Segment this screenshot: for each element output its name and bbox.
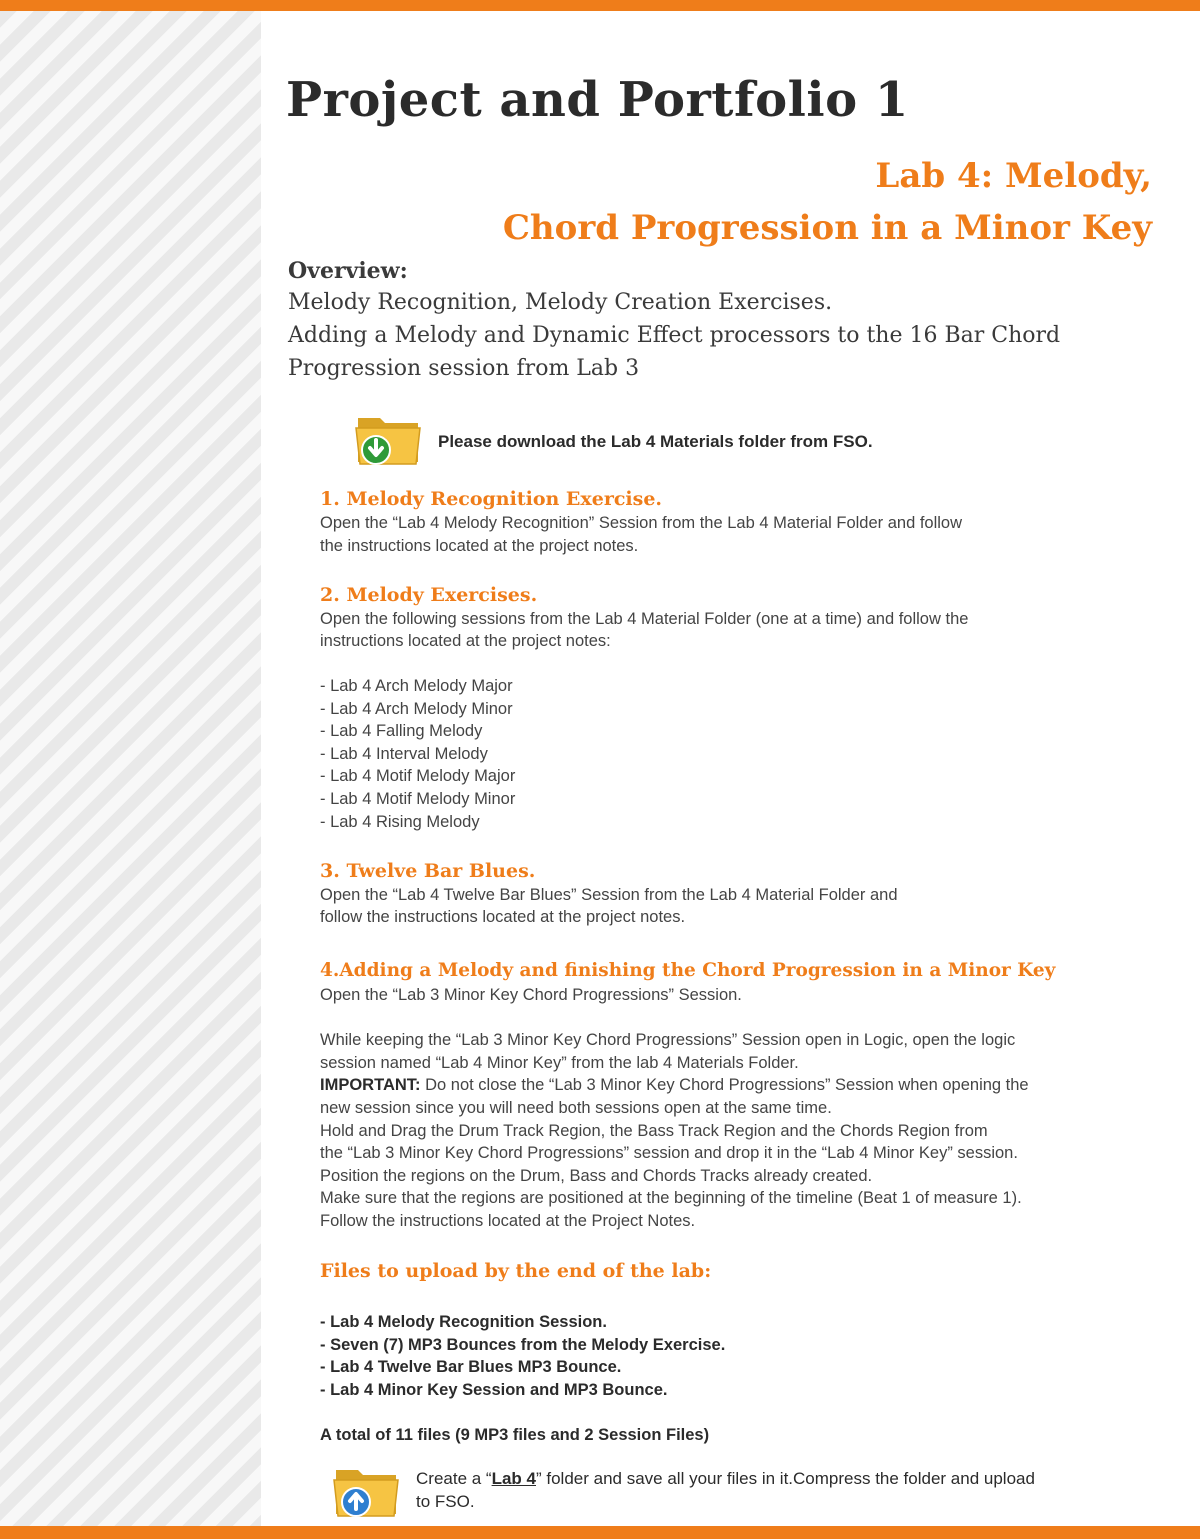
- file-list-item: - Lab 4 Minor Key Session and MP3 Bounce.: [320, 1381, 668, 1399]
- folder-upload-icon: [330, 1462, 402, 1518]
- section-text: Follow the instructions located at the Project Notes.: [320, 1212, 696, 1230]
- file-list-item: - Seven (7) MP3 Bounces from the Melody Exercise.: [320, 1336, 726, 1354]
- section-heading-3: 3. Twelve Bar Blues.: [320, 860, 536, 882]
- section-text: session named “Lab 4 Minor Key” from the lab 4 Materials Folder.: [320, 1054, 799, 1072]
- section-heading-1: 1. Melody Recognition Exercise.: [320, 488, 663, 510]
- section-heading-4: 4.Adding a Melody and finishing the Chord Progression in a Minor Key: [320, 960, 1056, 981]
- section-text: the instructions located at the project notes.: [320, 537, 639, 555]
- file-list-item: - Lab 4 Melody Recognition Session.: [320, 1313, 607, 1331]
- important-note: [320, 1076, 1029, 1095]
- section-text: Open the following sessions from the Lab 4 Material Folder (one at a time) and follow the: [320, 610, 969, 628]
- overview-line: Progression session from Lab 3: [288, 356, 640, 381]
- lab-title-line-1: Lab 4: Melody,: [875, 156, 1152, 196]
- bottom-accent-bar: [0, 1526, 1200, 1539]
- list-item: - Lab 4 Motif Melody Major: [320, 767, 516, 785]
- section-text: Open the “Lab 4 Twelve Bar Blues” Session from the Lab 4 Material Folder and: [320, 886, 898, 904]
- list-item: - Lab 4 Arch Melody Major: [320, 677, 513, 695]
- section-text: While keeping the “Lab 3 Minor Key Chord Progressions” Session open in Logic, open the logic: [320, 1031, 1016, 1049]
- file-list-item: - Lab 4 Twelve Bar Blues MP3 Bounce.: [320, 1358, 622, 1376]
- lab-title-line-2: Chord Progression in a Minor Key: [502, 208, 1152, 248]
- side-stripe-panel: [0, 11, 261, 1526]
- section-text: Open the “Lab 4 Melody Recognition” Session from the Lab 4 Material Folder and follow: [320, 514, 963, 532]
- files-total: A total of 11 files (9 MP3 files and 2 Session Files): [320, 1426, 710, 1444]
- list-item: - Lab 4 Falling Melody: [320, 722, 483, 740]
- list-item: - Lab 4 Rising Melody: [320, 813, 480, 831]
- folder-download-icon: [352, 410, 424, 466]
- list-item: - Lab 4 Arch Melody Minor: [320, 700, 513, 718]
- upload-instruction: [416, 1469, 1035, 1489]
- files-heading: Files to upload by the end of the lab:: [320, 1260, 712, 1282]
- top-accent-bar: [0, 0, 1200, 11]
- section-text: Open the “Lab 3 Minor Key Chord Progressions” Session.: [320, 986, 742, 1004]
- overview-heading: Overview:: [288, 258, 408, 284]
- important-label: IMPORTANT:: [320, 1076, 421, 1094]
- section-text: new session since you will need both sessions open at the same time.: [320, 1099, 832, 1117]
- section-heading-2: 2. Melody Exercises.: [320, 584, 538, 606]
- important-text: Do not close the “Lab 3 Minor Key Chord Progressions” Session when opening the: [420, 1076, 1029, 1094]
- list-item: - Lab 4 Motif Melody Minor: [320, 790, 516, 808]
- overview-line: Melody Recognition, Melody Creation Exercises.: [288, 290, 833, 315]
- section-text: follow the instructions located at the project notes.: [320, 908, 686, 926]
- section-text: Position the regions on the Drum, Bass and Chords Tracks already created.: [320, 1167, 873, 1185]
- page-title: Project and Portfolio 1: [286, 72, 909, 128]
- upload-text-pre: Create a “: [416, 1469, 492, 1488]
- upload-instruction-line-2: to FSO.: [416, 1492, 475, 1511]
- overview-line: Adding a Melody and Dynamic Effect processors to the 16 Bar Chord: [288, 323, 1061, 348]
- upload-text-post: ” folder and save all your files in it.Compress the folder and upload: [536, 1469, 1035, 1488]
- section-text: instructions located at the project notes:: [320, 632, 611, 650]
- upload-folder-name: Lab 4: [491, 1469, 536, 1488]
- section-text: Make sure that the regions are positioned at the beginning of the timeline (Beat 1 of measure 1).: [320, 1189, 1022, 1207]
- download-instruction: Please download the Lab 4 Materials folder from FSO.: [438, 432, 873, 451]
- section-text: Hold and Drag the Drum Track Region, the Bass Track Region and the Chords Region from: [320, 1122, 988, 1140]
- section-text: the “Lab 3 Minor Key Chord Progressions” session and drop it in the “Lab 4 Minor Key” session.: [320, 1144, 1018, 1162]
- list-item: - Lab 4 Interval Melody: [320, 745, 488, 763]
